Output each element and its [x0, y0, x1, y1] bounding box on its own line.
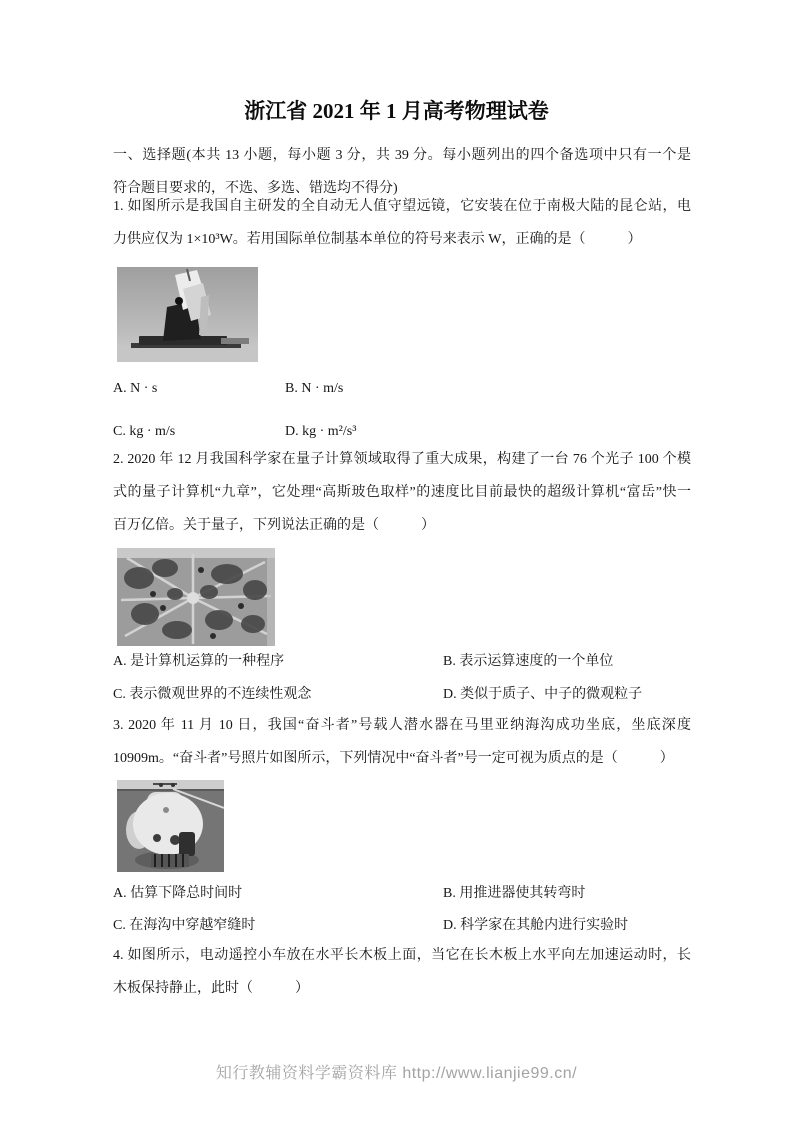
question-3-option-b: B. 用推进器使其转弯时	[443, 886, 586, 901]
section-heading-line-1: 一、选择题(本共 13 小题，每小题 3 分，共 39 分。每小题列出的四个备选项中只有一个是	[113, 148, 691, 163]
quantum-computer-photo	[117, 548, 275, 646]
question-3-text	[113, 709, 691, 775]
watermark-footer: 知行教辅资料学霸资料库 http://www.lianjie99.cn/	[215, 1065, 578, 1082]
page-title: 浙江省 2021 年 1 月高考物理试卷	[244, 99, 549, 123]
antarctic-telescope-photo-image	[117, 267, 258, 362]
antarctic-telescope-photo	[117, 267, 258, 362]
question-1-option-c: C. kg · m/s	[113, 424, 176, 439]
question-3-option-d: D. 科学家在其舱内进行实验时	[443, 918, 629, 933]
question-2-option-a: A. 是计算机运算的一种程序	[113, 654, 285, 669]
question-1-options-row-1	[113, 380, 713, 398]
question-2-line-1: 2. 2020 年 12 月我国科学家在量子计算领域取得了重大成果，构建了一台 76 个光子 100 个模	[113, 452, 691, 467]
question-2-option-c: C. 表示微观世界的不连续性观念	[113, 687, 312, 702]
question-3-line-1: 3. 2020 年 11 月 10 日，我国“奋斗者”号载人潜水器在马里亚纳海沟成功坐底，坐底深度	[113, 718, 691, 733]
question-3-option-c: C. 在海沟中穿越窄缝时	[113, 918, 256, 933]
submersible-photo-image	[117, 780, 224, 872]
question-2-option-d: D. 类似于质子、中子的微观粒子	[443, 687, 643, 702]
question-3-options-row-2	[113, 917, 713, 935]
question-4-text	[113, 939, 691, 1005]
section-heading-line-2: 符合题目要求的，不选、多选、错选均不得分)	[113, 181, 398, 196]
question-2-options-row-1	[113, 653, 713, 671]
question-1-line-2: 力供应仅为 1×10³W。若用国际单位制基本单位的符号来表示 W，正确的是（ ）	[113, 232, 642, 247]
question-2-line-3: 百万亿倍。关于量子，下列说法正确的是（ ）	[113, 518, 435, 533]
question-4-line-1: 4. 如图所示，电动遥控小车放在水平长木板上面，当它在长木板上水平向左加速运动时，长	[113, 948, 691, 963]
quantum-computer-photo-image	[117, 548, 275, 646]
question-3-option-a: A. 估算下降总时间时	[113, 886, 243, 901]
question-2-options-row-2	[113, 686, 713, 704]
question-2-option-b: B. 表示运算速度的一个单位	[443, 654, 614, 669]
question-3-line-2: 10909m。“奋斗者”号照片如图所示，下列情况中“奋斗者”号一定可视为质点的是（ ）	[113, 751, 674, 766]
question-2-text	[113, 443, 691, 542]
question-3-options-row-1	[113, 885, 713, 903]
question-1-line-1: 1. 如图所示是我国自主研发的全自动无人值守望远镜，它安装在位于南极大陆的昆仑站，电	[113, 199, 691, 214]
question-2-line-2: 式的量子计算机“九章”，它处理“高斯玻色取样”的速度比目前最快的超级计算机“富岳”快一	[113, 485, 691, 500]
question-1-options-row-2	[113, 423, 713, 441]
question-1-option-d: D. kg · m²/s³	[285, 424, 357, 439]
question-1-text	[113, 190, 691, 256]
question-4-line-2: 木板保持静止，此时（ ）	[113, 981, 309, 996]
question-1-option-a: A. N · s	[113, 381, 158, 396]
question-1-option-b: B. N · m/s	[285, 381, 344, 396]
submersible-photo	[117, 780, 224, 872]
